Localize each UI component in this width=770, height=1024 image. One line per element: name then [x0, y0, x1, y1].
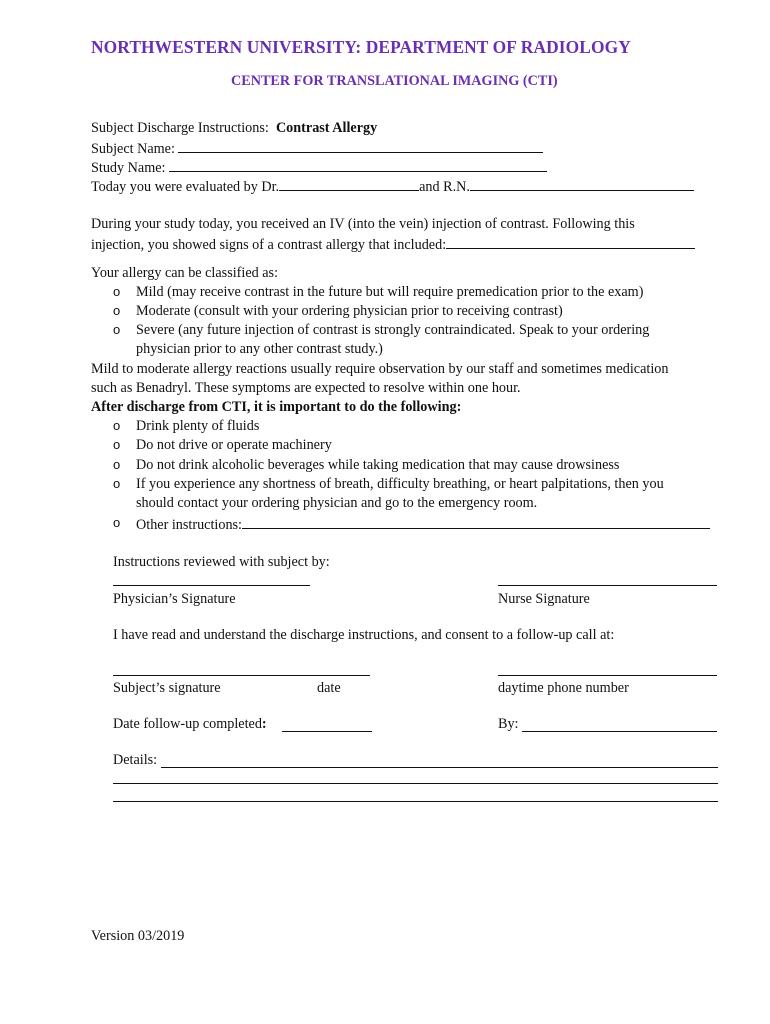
- doctor-name-field[interactable]: [279, 176, 419, 191]
- nurse-name-field[interactable]: [470, 176, 694, 191]
- class-severe: Severe (any future injection of contrast is strongly contraindicated. Speak to your ordering: [136, 322, 650, 338]
- version-text: Version 03/2019: [91, 928, 185, 944]
- bullet-icon: o: [113, 284, 121, 299]
- after-item-fluids: Drink plenty of fluids: [136, 418, 260, 434]
- instructions-value: Contrast Allergy: [275, 120, 378, 136]
- after-item-breathing: If you experience any shortness of breath, difficulty breathing, or heart palpitations, then you: [136, 476, 664, 492]
- followup-label: Date follow-up completed: [113, 716, 262, 732]
- after-item-driving: Do not drive or operate machinery: [136, 437, 332, 453]
- instructions-label: Subject Discharge Instructions:: [91, 120, 269, 136]
- subject-signature-label: Subject’s signature: [113, 680, 221, 696]
- after-discharge-heading: After discharge from CTI, it is important to do the following:: [91, 399, 462, 415]
- followup-date-field[interactable]: [282, 731, 372, 732]
- study-name-label: Study Name:: [91, 160, 166, 176]
- bullet-icon: o: [113, 515, 121, 530]
- evaluated-row: [91, 176, 694, 196]
- consent-text: I have read and understand the discharge instructions, and consent to a follow-up call at:: [113, 627, 615, 643]
- subject-signature-line[interactable]: [113, 675, 370, 676]
- classification-note-2: such as Benadryl. These symptoms are expected to resolve within one hour.: [91, 380, 521, 396]
- after-item-breathing-cont: should contact your ordering physician and go to the emergency room.: [136, 495, 538, 511]
- phone-label: daytime phone number: [498, 680, 629, 696]
- followup-colon: :: [261, 716, 267, 732]
- study-name-field[interactable]: [169, 157, 547, 172]
- bullet-icon: o: [113, 303, 121, 318]
- details-line-1[interactable]: [161, 767, 718, 768]
- phone-number-line[interactable]: [498, 675, 717, 676]
- evaluated-rn-label: and R.N.: [419, 179, 470, 195]
- class-moderate: Moderate (consult with your ordering physician prior to receiving contrast): [136, 303, 563, 319]
- date-label: date: [317, 680, 341, 696]
- classification-heading: Your allergy can be classified as:: [91, 265, 279, 281]
- intro-line-2: injection, you showed signs of a contrast allergy that included:: [91, 237, 447, 253]
- other-instructions-label: Other instructions:: [136, 517, 242, 533]
- subject-name-row: [91, 138, 543, 158]
- subject-name-label: Subject Name:: [91, 141, 175, 157]
- evaluated-prefix: Today you were evaluated by Dr.: [91, 179, 280, 195]
- bullet-icon: o: [113, 457, 121, 472]
- nurse-signature-label: Nurse Signature: [498, 591, 590, 607]
- physician-signature-line[interactable]: [113, 585, 310, 586]
- bullet-icon: o: [113, 418, 121, 433]
- after-item-other-row: [136, 514, 710, 534]
- page-title: NORTHWESTERN UNIVERSITY: DEPARTMENT OF RADIOLOGY: [91, 37, 631, 57]
- bullet-icon: o: [113, 476, 121, 491]
- other-instructions-field[interactable]: [242, 514, 710, 529]
- class-severe-cont: physician prior to any other contrast study.): [136, 341, 383, 357]
- by-label: By:: [498, 716, 519, 732]
- class-mild: Mild (may receive contrast in the future but will require premedication prior to the exam): [136, 284, 644, 300]
- intro-line-2-row: [91, 234, 695, 254]
- instructions-row: [91, 119, 377, 137]
- allergy-signs-field[interactable]: [446, 234, 695, 249]
- nurse-signature-line[interactable]: [498, 585, 717, 586]
- subject-name-field[interactable]: [178, 138, 543, 153]
- details-line-2[interactable]: [113, 783, 718, 784]
- study-name-row: [91, 157, 547, 177]
- physician-signature-label: Physician’s Signature: [113, 591, 236, 607]
- bullet-icon: o: [113, 322, 121, 337]
- followup-row: [113, 715, 267, 733]
- page-subtitle: CENTER FOR TRANSLATIONAL IMAGING (CTI): [231, 73, 558, 89]
- bullet-icon: o: [113, 437, 121, 452]
- classification-note-1: Mild to moderate allergy reactions usually require observation by our staff and sometimes medication: [91, 361, 669, 377]
- details-label: Details:: [113, 752, 158, 768]
- after-item-alcohol: Do not drink alcoholic beverages while taking medication that may cause drowsiness: [136, 457, 620, 473]
- followup-by-field[interactable]: [522, 731, 717, 732]
- details-line-3[interactable]: [113, 801, 718, 802]
- reviewed-label: Instructions reviewed with subject by:: [113, 554, 330, 570]
- intro-line-1: During your study today, you received an IV (into the vein) injection of contrast. Following this: [91, 216, 635, 232]
